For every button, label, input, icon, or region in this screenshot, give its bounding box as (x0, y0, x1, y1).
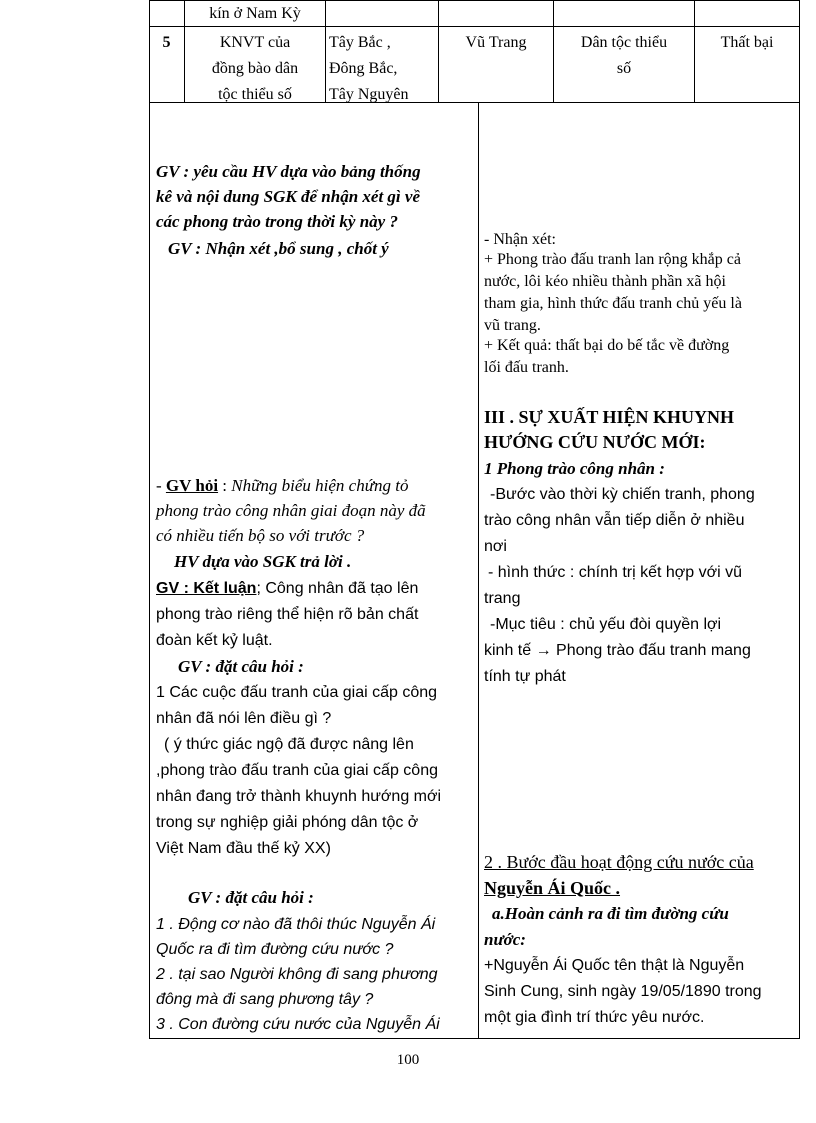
gv-conclusion-line: đoàn kết kỷ luật. (156, 632, 273, 649)
question-line: 3 . Con đường cứu nước của Nguyễn Ái (156, 1016, 440, 1033)
table-cell-region: Tây Bắc , Đông Bắc, Tây Nguyên (329, 34, 409, 103)
subsection-nguyen-ai-quoc: Nguyễn Ái Quốc . (484, 878, 621, 898)
workers-line: trang (484, 590, 521, 607)
table-cell-form: Vũ Trang (465, 34, 527, 51)
subsection-nguyen-ai-quoc: 2 . Bước đầu hoạt động cứu nước của (484, 852, 754, 872)
remark-line: vũ trang. (484, 317, 541, 334)
section-heading-iii: HƯỚNG CỨU NƯỚC MỚI: (484, 432, 706, 452)
workers-line: trào công nhân vẫn tiếp diễn ở nhiều (484, 512, 745, 529)
remark-line: tham gia, hình thức đấu tranh chủ yếu là (484, 295, 742, 312)
workers-line: nơi (484, 538, 507, 555)
question-line: 1 Các cuộc đấu tranh của giai cấp công (156, 684, 438, 701)
workers-line: tính tự phát (484, 668, 566, 685)
answer-line: Việt Nam đầu thế kỷ XX) (156, 840, 331, 857)
workers-line: -Bước vào thời kỳ chiến tranh, phong (490, 486, 755, 503)
table-cell-name: KNVT của đồng bào dân tộc thiểu số (211, 34, 299, 103)
biography-line: Sinh Cung, sinh ngày 19/05/1890 trong (484, 983, 762, 1000)
table-cell-stt: 5 (162, 34, 171, 51)
gv-request-line: kê và nội dung SGK để nhận xét gì về (156, 187, 420, 206)
question-line: Quốc ra đi tìm đường cứu nước ? (156, 941, 394, 958)
gv-conclusion-label: GV : Kết luận (156, 580, 257, 597)
remark-line: nước, lôi kéo nhiều thành phần xã hội (484, 273, 726, 290)
movements-table (149, 0, 800, 103)
table-cell-name-prev: kín ở Nam Kỳ (209, 5, 301, 22)
gv-request-line: các phong trào trong thời kỳ này ? (156, 212, 398, 231)
question-line: 1 . Động cơ nào đã thôi thúc Nguyễn Ái (156, 916, 436, 933)
biography-line: một gia đình trí thức yêu nước. (484, 1009, 705, 1026)
workers-line: -Mục tiêu : chủ yếu đòi quyền lợi (490, 616, 722, 633)
remark-line: + Kết quả: thất bại do bế tắc về đường (484, 337, 730, 354)
answer-line: nhân đang trở thành khuynh hướng mới (156, 788, 442, 805)
gv-conclusion-line: GV : Kết luận; Công nhân đã tạo lên (156, 580, 419, 597)
table-cell-force: Dân tộc thiểu số (580, 34, 668, 77)
gv-request-line: GV : yêu cầu HV dựa vào bảng thống (156, 162, 421, 181)
question-line: nhân đã nói lên điều gì ? (156, 710, 332, 727)
workers-line: kinh tế → Phong trào đấu tranh mang (484, 642, 751, 659)
answer-line: trong sự nghiệp giải phóng dân tộc ở (156, 814, 419, 831)
question-line: đông mà đi sang phương tây ? (156, 991, 374, 1008)
section-heading-iii: III . SỰ XUẤT HIỆN KHUYNH (484, 407, 735, 427)
remark-line: lối đấu tranh. (484, 359, 569, 376)
answer-line: ( ý thức giác ngộ đã được nâng lên (164, 736, 414, 753)
gv-ask-heading: GV : đặt câu hỏi : (188, 888, 314, 907)
remark-line: - Nhận xét: (484, 231, 556, 248)
gv-question-line: có nhiều tiến bộ so với trước ? (156, 526, 365, 545)
table-cell-result: Thất bại (720, 34, 774, 51)
gv-ask-label: GV hỏi (165, 476, 219, 495)
biography-line: +Nguyễn Ái Quốc tên thật là Nguyễn (484, 957, 745, 974)
remark-line: + Phong trào đấu tranh lan rộng khắp cả (484, 251, 741, 268)
gv-question-line: - GV hỏi : Những biểu hiện chứng tỏ (156, 476, 409, 495)
hv-answer-note: HV dựa vào SGK trả lời . (174, 552, 352, 571)
subsection-a-heading: a.Hoàn cảnh ra đi tìm đường cứu (492, 904, 729, 923)
gv-comment: GV : Nhận xét ,bổ sung , chốt ý (168, 239, 389, 258)
right-arrow-icon: → (535, 642, 552, 659)
lesson-content-box (149, 103, 800, 1039)
gv-ask-heading: GV : đặt câu hỏi : (178, 657, 304, 676)
workers-line: - hình thức : chính trị kết hợp với vũ (488, 564, 743, 581)
page-number: 100 (396, 1052, 420, 1068)
subsection-a-heading: nước: (484, 930, 526, 949)
subsection-workers: 1 Phong trào công nhân : (484, 459, 665, 478)
answer-line: ,phong trào đấu tranh của giai cấp công (156, 762, 438, 779)
question-line: 2 . tại sao Người không đi sang phương (156, 966, 438, 983)
gv-question-line: phong trào công nhân giai đoạn này đã (156, 501, 426, 520)
gv-conclusion-line: phong trào riêng thể hiện rõ bản chất (156, 606, 419, 623)
